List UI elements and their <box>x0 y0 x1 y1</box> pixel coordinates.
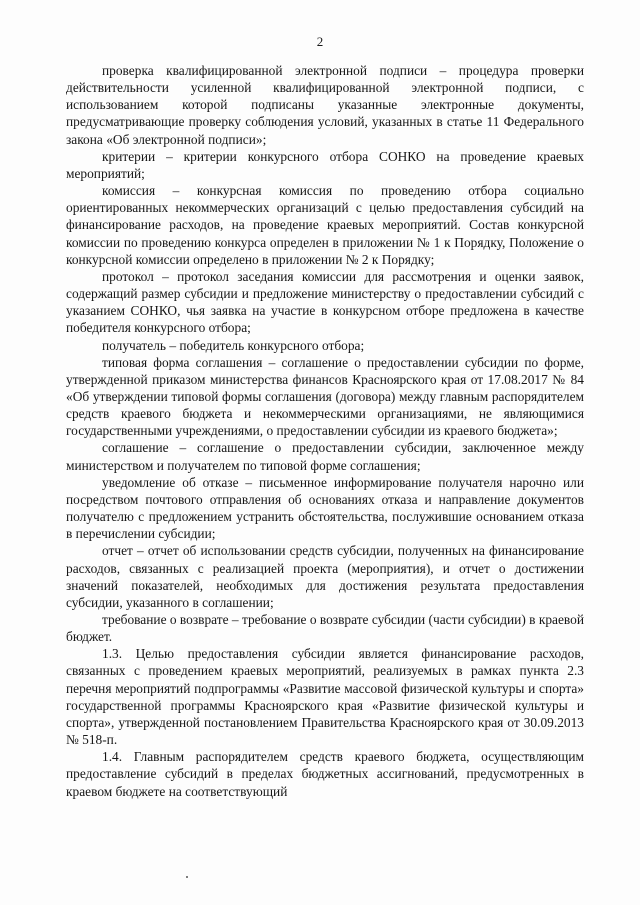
definition-report: отчет – отчет об использовании средств субсидии, полученных на финансирование расходов, связанных с реализацией проекта (мероприятия), и отчет о достижении значений показателей, необходимых для достижения результата предоставления субсидии, указанного в соглашении; <box>66 543 584 610</box>
document-body <box>66 62 584 800</box>
definition-refusal-notice: уведомление об отказе – письменное информирование получателя нарочно или посредством почтового отправления об основаниях отказа и направление документов получателю с предложением устранить обстоятельства, послужившие основанием отказа в перечислении субсидии; <box>66 474 584 542</box>
page-number: 2 <box>316 34 324 49</box>
clause-1-4: 1.4. Главным распорядителем средств краевого бюджета, осуществляющим предоставление субсидий в пределах бюджетных ассигнований, предусмотренных в краевом бюджете на соответствующий <box>66 749 584 799</box>
scan-artifact <box>186 876 188 878</box>
definition-commission: комиссия – конкурсная комиссия по проведению отбора социально ориентированных некоммерческих организаций с целью предоставления субсидий на финансирование расходов, на проведение краевых мероприятий. Состав конкурсной комиссии по проведению конкурса определен в приложении № 1 к Порядку, Положение о конкурсной комиссии определено в приложении № 2 к Порядку; <box>66 183 584 267</box>
definition-standard-agreement: типовая форма соглашения – соглашение о предоставлении субсидии по форме, утвержденной приказом министерства финансов Красноярского края от 17.08.2017 № 84 «Об утверждении типовой формы соглашения (договора) между главным распорядителем средств краевого бюджета и некоммерческими организациями, не являющимися государственными учреждениями, о предоставлении субсидии из краевого бюджета»; <box>66 354 584 439</box>
definition-recipient: получатель – победитель конкурсного отбора; <box>102 337 365 353</box>
definition-criteria: критерии – критерии конкурсного отбора СОНКО на проведение краевых мероприятий; <box>66 148 584 181</box>
definition-agreement: соглашение – соглашение о предоставлении субсидии, заключенное между министерством и получателем по типовой форме соглашения; <box>66 440 584 473</box>
clause-1-3: 1.3. Целью предоставления субсидии является финансирование расходов, связанных с проведением краевых мероприятий, реализуемых в рамках пункта 2.3 перечня мероприятий подпрограммы «Развитие массовой физической культуры и спорта» государственной программы Красноярского края «Развитие физической культуры и спорта», утвержденной постановлением Правительства Красноярского края от 30.09.2013 № 518-п. <box>66 646 584 748</box>
definition-protocol: протокол – протокол заседания комиссии для рассмотрения и оценки заявок, содержащий размер субсидии и предложение министерству о предоставлении субсидий с указанием СОНКО, чья заявка на участие в конкурсном отборе предложена в качестве победителя конкурсного отбора; <box>66 268 584 336</box>
definition-refund-demand: требование о возврате – требование о возврате субсидии (части субсидии) в краевой бюджет. <box>66 612 584 645</box>
definition-signature-check: проверка квалифицированной электронной подписи – процедура проверки действительности усиленной квалифицированной электронной подписи, с использованием которой подписаны указанные электронные документы, предусматривающие проверку соблюдения условий, указанных в статье 11 Федерального закона «Об электронной подписи»; <box>66 63 584 147</box>
